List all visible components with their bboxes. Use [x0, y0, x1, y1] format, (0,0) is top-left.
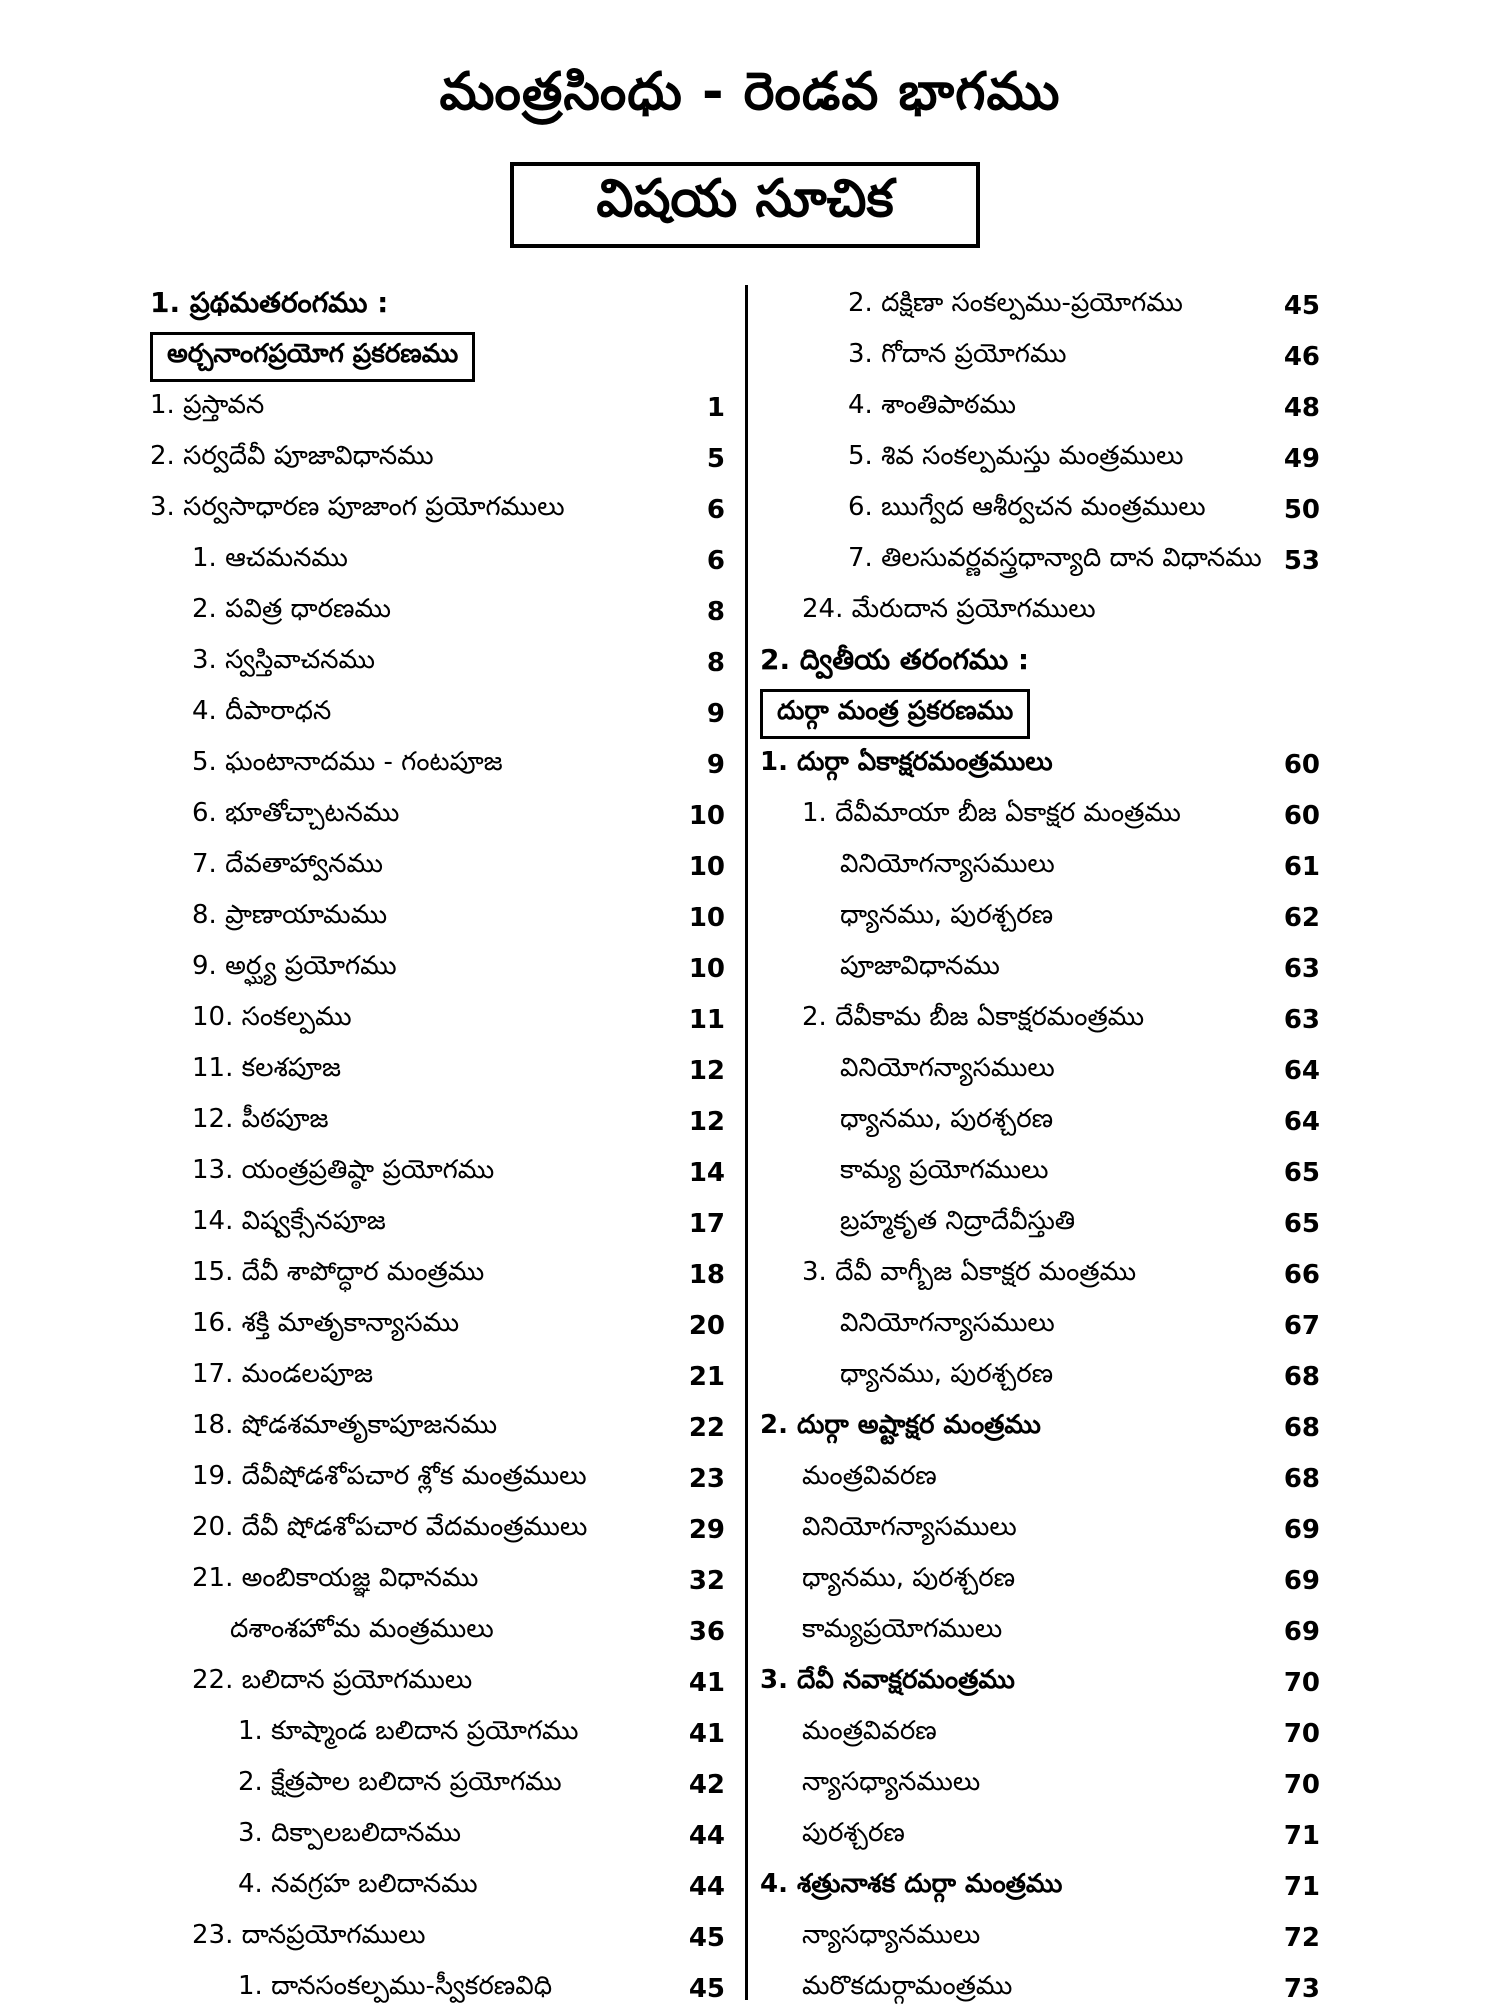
toc-entry-page: 68 — [1283, 1361, 1320, 1392]
toc-entry — [150, 892, 725, 943]
toc-entry-label: 19. దేవీషోడశోపచార శ్లోక మంత్రములు — [192, 1460, 587, 1491]
toc-entry-page: 71 — [1283, 1871, 1320, 1902]
left-column — [150, 280, 725, 2014]
toc-entry — [760, 484, 1320, 535]
toc-entry-page: 10 — [688, 851, 725, 882]
toc-entry — [760, 739, 1320, 790]
section-heading-1: 1. ప్రథమతరంగము : — [150, 285, 389, 319]
toc-entry — [150, 994, 725, 1045]
toc-entry-label: 2. సర్వదేవీ పూజావిధానము — [150, 440, 434, 471]
toc-entry-page: 62 — [1283, 902, 1320, 933]
toc-entry-label: మంత్రవివరణ — [802, 1715, 937, 1746]
toc-entry-page: 70 — [1283, 1667, 1320, 1698]
toc-entry-page: 20 — [688, 1310, 725, 1341]
toc-entry-page: 73 — [1283, 1973, 1320, 2004]
toc-entry-label: ధ్యానము, పురశ్చరణ — [840, 899, 1054, 930]
toc-entry-page: 6 — [706, 494, 725, 525]
toc-entry-label: 10. సంకల్పము — [192, 1001, 352, 1032]
toc-entry-label: 2. పవిత్ర ధారణము — [192, 593, 391, 624]
toc-entry-label: 2. క్షేత్రపాల బలిదాన ప్రయోగము — [238, 1766, 562, 1797]
toc-entry — [150, 1657, 725, 1708]
toc-entry — [150, 1810, 725, 1861]
toc-entry-label: 14. విష్వక్సేనపూజ — [192, 1205, 386, 1236]
toc-entry — [760, 1606, 1320, 1657]
toc-entry-label: వినియోగన్యాసములు — [802, 1511, 1017, 1542]
toc-entry-page: 8 — [706, 596, 725, 627]
toc-entry-label: పూజావిధానము — [840, 950, 1000, 981]
toc-entry-page: 63 — [1283, 1004, 1320, 1035]
toc-entry-label: కామ్యప్రయోగములు — [802, 1613, 1003, 1644]
page-title: మంత్రసింధు - రెండవ భాగము — [439, 62, 1061, 122]
toc-entry-page: 72 — [1283, 1922, 1320, 1953]
toc-entry — [760, 994, 1320, 1045]
toc-entry-label: 4. దీపారాధన — [192, 695, 332, 726]
toc-entry-page: 29 — [688, 1514, 725, 1545]
toc-entry-page: 45 — [688, 1973, 725, 2004]
toc-entry-page: 70 — [1283, 1718, 1320, 1749]
column-divider — [745, 285, 748, 2000]
toc-entry — [150, 1606, 725, 1657]
toc-entry — [760, 1096, 1320, 1147]
toc-entry-label: పురశ్చరణ — [802, 1817, 905, 1848]
toc-entry-page: 70 — [1283, 1769, 1320, 1800]
section-box-wrap-1 — [150, 331, 725, 382]
toc-entry — [760, 1657, 1320, 1708]
toc-entry — [150, 739, 725, 790]
toc-entry-label: 3. దేవీ వాగ్బీజ ఏకాక్షర మంత్రము — [802, 1256, 1137, 1287]
toc-entry-label: కామ్య ప్రయోగములు — [840, 1154, 1049, 1185]
toc-entry-page: 63 — [1283, 953, 1320, 984]
toc-entry-page: 10 — [688, 953, 725, 984]
toc-entry — [150, 688, 725, 739]
toc-entry-label: న్యాసధ్యానములు — [802, 1919, 981, 1950]
toc-entry — [760, 1963, 1320, 2014]
toc-entry-label: 6. భూతోచ్చాటనము — [192, 797, 400, 828]
toc-entry — [760, 1912, 1320, 1963]
toc-entry-page: 44 — [688, 1871, 725, 1902]
toc-entry-page: 18 — [688, 1259, 725, 1290]
toc-entry-label: 3. దిక్పాలబలిదానము — [238, 1817, 462, 1848]
toc-entry-label: 4. శత్రునాశక దుర్గా మంత్రము — [760, 1868, 1063, 1899]
toc-entry — [760, 1504, 1320, 1555]
toc-entry-label: 22. బలిదాన ప్రయోగములు — [192, 1664, 473, 1695]
toc-entry-page: 66 — [1283, 1259, 1320, 1290]
toc-entry-page: 68 — [1283, 1463, 1320, 1494]
toc-entry-label: 18. షోడశమాతృకాపూజనము — [192, 1409, 498, 1440]
toc-entry-label: 11. కలశపూజ — [192, 1052, 341, 1083]
toc-entry — [150, 1555, 725, 1606]
toc-entry-label: ధ్యానము, పురశ్చరణ — [802, 1562, 1016, 1593]
toc-entry — [760, 841, 1320, 892]
toc-entry-label: 23. దానప్రయోగములు — [192, 1919, 426, 1950]
section-heading-2: 2. ద్వితీయ తరంగము : — [760, 642, 1030, 676]
toc-entry-label: బ్రహ్మకృత నిద్రాదేవీస్తుతి — [840, 1205, 1076, 1236]
toc-entry — [150, 1045, 725, 1096]
toc-entry-page: 64 — [1283, 1055, 1320, 1086]
toc-entry — [150, 382, 725, 433]
toc-entry — [150, 535, 725, 586]
toc-entry — [150, 1963, 725, 2014]
toc-entry-label: 21. అంబికాయజ్ఞ విధానము — [192, 1562, 479, 1593]
toc-entry-page: 44 — [688, 1820, 725, 1851]
toc-entry-label: ధ్యానము, పురశ్చరణ — [840, 1103, 1054, 1134]
toc-entry-label: 17. మండలపూజ — [192, 1358, 374, 1389]
toc-entry — [150, 1912, 725, 1963]
toc-entry — [760, 1708, 1320, 1759]
toc-entry-label: మరొకదుర్గామంత్రము — [802, 1970, 1013, 2001]
left-toc-list — [150, 382, 725, 2014]
toc-entry-page: 23 — [688, 1463, 725, 1494]
toc-entry — [150, 433, 725, 484]
section-box-2: దుర్గా మంత్ర ప్రకరణము — [760, 689, 1030, 739]
section-box-wrap-2 — [760, 688, 1320, 739]
toc-entry — [150, 586, 725, 637]
toc-entry — [150, 943, 725, 994]
toc-entry-label: 8. ప్రాణాయామము — [192, 899, 388, 930]
toc-entry-label: 3. స్వస్తివాచనము — [192, 644, 375, 675]
toc-entry-page: 68 — [1283, 1412, 1320, 1443]
right-toc-list-top — [760, 280, 1320, 637]
toc-entry-page: 32 — [688, 1565, 725, 1596]
toc-entry-page: 12 — [688, 1106, 725, 1137]
toc-entry — [760, 1198, 1320, 1249]
toc-entry-label: 5. ఘంటానాదము - గంటపూజ — [192, 746, 503, 777]
toc-entry — [760, 1351, 1320, 1402]
toc-entry-label: మంత్రవివరణ — [802, 1460, 937, 1491]
toc-entry-page: 11 — [688, 1004, 725, 1035]
toc-entry — [760, 1147, 1320, 1198]
toc-entry-page: 65 — [1283, 1208, 1320, 1239]
right-column — [760, 280, 1320, 2014]
toc-entry — [150, 1708, 725, 1759]
toc-entry-label: 1. ఆచమనము — [192, 542, 348, 573]
toc-entry — [760, 382, 1320, 433]
toc-entry-page: 22 — [688, 1412, 725, 1443]
toc-entry — [150, 1147, 725, 1198]
toc-entry-label: వినియోగన్యాసములు — [840, 1307, 1055, 1338]
toc-entry-page: 48 — [1283, 392, 1320, 423]
toc-entry-page: 50 — [1283, 494, 1320, 525]
toc-entry-page: 64 — [1283, 1106, 1320, 1137]
toc-entry — [150, 1453, 725, 1504]
toc-entry-label: 1. దుర్గా ఏకాక్షరమంత్రములు — [760, 746, 1053, 777]
toc-entry-page: 45 — [688, 1922, 725, 1953]
toc-entry-label: 2. దక్షిణా సంకల్పము-ప్రయోగము — [848, 287, 1183, 318]
toc-entry-page: 71 — [1283, 1820, 1320, 1851]
toc-entry — [760, 892, 1320, 943]
toc-entry-page: 41 — [688, 1667, 725, 1698]
toc-entry-label: 7. తిలసువర్ణవస్త్రధాన్యాది దాన విధానము — [848, 542, 1262, 573]
toc-entry — [760, 331, 1320, 382]
toc-entry — [760, 586, 1320, 637]
toc-entry-page: 69 — [1283, 1514, 1320, 1545]
toc-entry-label: 3. సర్వసాధారణ పూజాంగ ప్రయోగములు — [150, 491, 565, 522]
toc-entry — [760, 943, 1320, 994]
right-toc-list — [760, 739, 1320, 2014]
toc-entry — [760, 1759, 1320, 1810]
toc-entry-label: 13. యంత్రప్రతిష్ఠా ప్రయోగము — [192, 1154, 495, 1185]
toc-entry — [150, 1198, 725, 1249]
toc-entry — [760, 790, 1320, 841]
toc-entry-label: 6. ఋగ్వేద ఆశీర్వచన మంత్రములు — [848, 491, 1206, 522]
toc-entry-label: 1. దానసంకల్పము-స్వీకరణవిధి — [238, 1970, 553, 2001]
toc-entry — [760, 1249, 1320, 1300]
toc-entry-label: 1. దేవీమాయా బీజ ఏకాక్షర మంత్రము — [802, 797, 1181, 828]
toc-entry-label: 3. దేవీ నవాక్షరమంత్రము — [760, 1664, 1015, 1695]
toc-entry — [150, 1504, 725, 1555]
toc-entry — [760, 1300, 1320, 1351]
toc-entry — [150, 1351, 725, 1402]
toc-entry-page: 65 — [1283, 1157, 1320, 1188]
toc-entry-page: 61 — [1283, 851, 1320, 882]
toc-entry-label: వినియోగన్యాసములు — [840, 848, 1055, 879]
toc-entry — [760, 1861, 1320, 1912]
toc-entry — [150, 1759, 725, 1810]
toc-entry-label: 1. కూష్మాండ బలిదాన ప్రయోగము — [238, 1715, 579, 1746]
toc-entry — [150, 1861, 725, 1912]
toc-entry-page: 60 — [1283, 749, 1320, 780]
toc-entry-page: 60 — [1283, 800, 1320, 831]
toc-entry — [150, 1249, 725, 1300]
toc-entry — [760, 1555, 1320, 1606]
toc-entry-page: 45 — [1283, 290, 1320, 321]
toc-entry-page: 41 — [688, 1718, 725, 1749]
contents-heading-text: విషయ సూచిక — [596, 168, 894, 229]
toc-entry-page: 36 — [688, 1616, 725, 1647]
toc-entry-page: 46 — [1283, 341, 1320, 372]
toc-entry-page: 21 — [688, 1361, 725, 1392]
toc-entry-page: 6 — [706, 545, 725, 576]
toc-entry-label: 20. దేవీ షోడశోపచార వేదమంత్రములు — [192, 1511, 588, 1542]
toc-entry-page: 53 — [1283, 545, 1320, 576]
toc-entry-page: 8 — [706, 647, 725, 678]
toc-entry-label: 2. దుర్గా అష్టాక్షర మంత్రము — [760, 1409, 1041, 1440]
toc-entry-page: 12 — [688, 1055, 725, 1086]
toc-entry-page: 9 — [706, 698, 725, 729]
toc-entry — [760, 433, 1320, 484]
toc-entry — [150, 484, 725, 535]
toc-entry — [760, 535, 1320, 586]
toc-entry-page: 9 — [706, 749, 725, 780]
toc-entry-page: 69 — [1283, 1565, 1320, 1596]
toc-entry — [760, 1045, 1320, 1096]
toc-entry-label: 5. శివ సంకల్పమస్తు మంత్రములు — [848, 440, 1184, 471]
toc-entry — [150, 1096, 725, 1147]
toc-entry-page: 14 — [688, 1157, 725, 1188]
toc-entry — [760, 280, 1320, 331]
toc-entry-page: 67 — [1283, 1310, 1320, 1341]
toc-entry-page: 1 — [706, 392, 725, 423]
toc-entry-label: 12. పీఠపూజ — [192, 1103, 329, 1134]
toc-entry — [150, 841, 725, 892]
toc-entry — [150, 1300, 725, 1351]
toc-entry-page: 17 — [688, 1208, 725, 1239]
toc-entry — [760, 1453, 1320, 1504]
toc-entry — [150, 790, 725, 841]
section-box-1: అర్చనాంగప్రయోగ ప్రకరణము — [150, 332, 475, 382]
toc-entry-label: 4. శాంతిపాఠము — [848, 389, 1016, 420]
toc-entry-label: 1. ప్రస్తావన — [150, 389, 265, 420]
toc-entry-page: 10 — [688, 800, 725, 831]
toc-entry-label: వినియోగన్యాసములు — [840, 1052, 1055, 1083]
toc-entry — [150, 1402, 725, 1453]
toc-entry — [150, 637, 725, 688]
toc-entry-page: 49 — [1283, 443, 1320, 474]
toc-entry-label: దశాంశహోమ మంత్రములు — [230, 1613, 494, 1644]
toc-entry-page: 10 — [688, 902, 725, 933]
toc-entry-label: 15. దేవీ శాపోద్ధార మంత్రము — [192, 1256, 485, 1287]
toc-entry-label: ధ్యానము, పురశ్చరణ — [840, 1358, 1054, 1389]
toc-entry-label: 3. గోదాన ప్రయోగము — [848, 338, 1067, 369]
toc-entry-label: 7. దేవతాహ్వానము — [192, 848, 384, 879]
toc-entry-page: 42 — [688, 1769, 725, 1800]
toc-entry-label: 9. అర్ఘ్య ప్రయోగము — [192, 950, 397, 981]
contents-heading — [510, 162, 980, 248]
toc-entry-page: 5 — [706, 443, 725, 474]
toc-entry-page: 69 — [1283, 1616, 1320, 1647]
toc-entry-label: 16. శక్తి మాతృకాన్యాసము — [192, 1307, 460, 1338]
toc-entry-label: 4. నవగ్రహ బలిదానము — [238, 1868, 478, 1899]
toc-entry-label: 24. మేరుదాన ప్రయోగములు — [802, 593, 1096, 624]
toc-entry-label: న్యాసధ్యానములు — [802, 1766, 981, 1797]
toc-entry — [760, 1402, 1320, 1453]
toc-entry-label: 2. దేవీకామ బీజ ఏకాక్షరమంత్రము — [802, 1001, 1145, 1032]
toc-entry — [760, 1810, 1320, 1861]
